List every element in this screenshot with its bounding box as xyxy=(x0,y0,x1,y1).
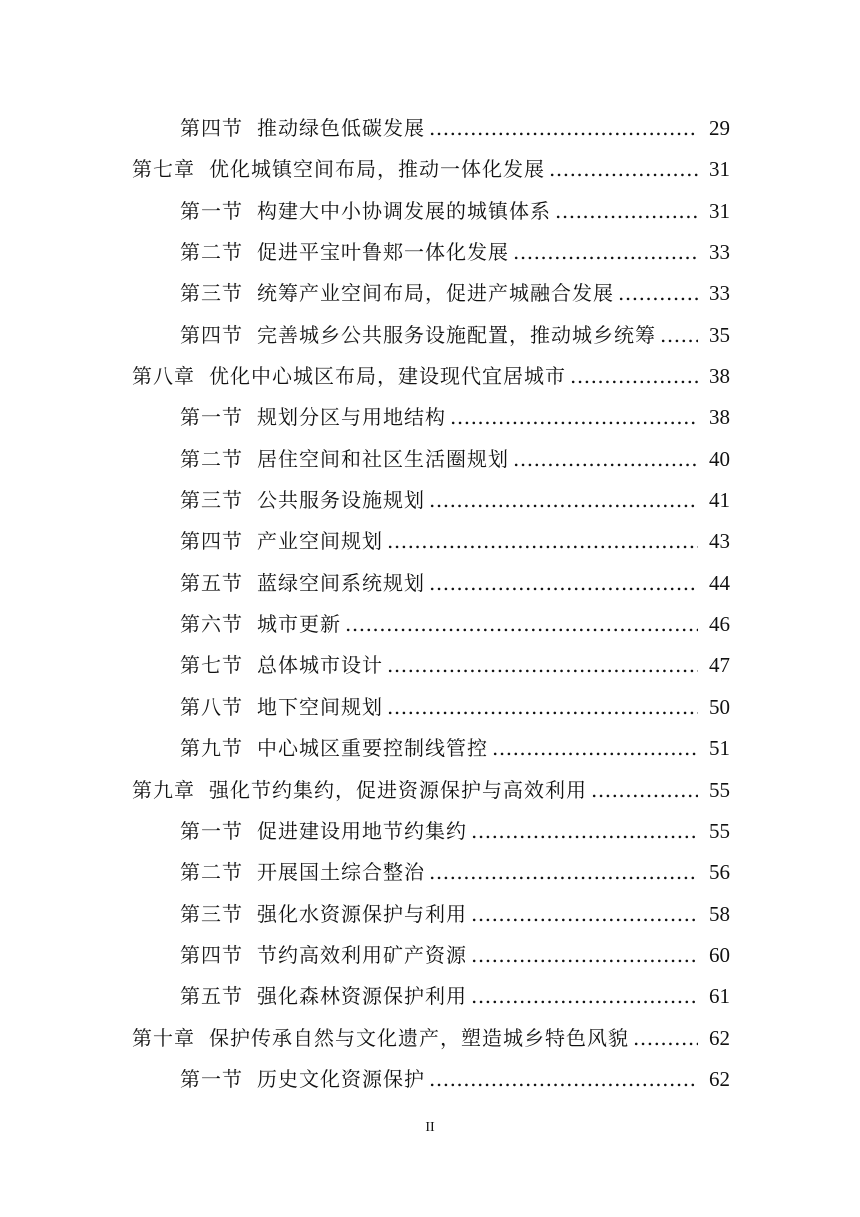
toc-entry-page-number: 58 xyxy=(709,901,730,926)
page-number: II xyxy=(425,1120,435,1135)
toc-entry-title: 中心城区重要控制线管控 xyxy=(257,736,488,761)
dot-leader xyxy=(345,604,698,645)
toc-entry-title: 强化节约集约，促进资源保护与高效利用 xyxy=(209,777,587,802)
toc-chapter-entry[interactable] xyxy=(0,356,860,397)
toc-entry-page-number: 31 xyxy=(709,157,730,182)
toc-entry-label: 第二节 xyxy=(180,240,243,265)
dot-leader xyxy=(570,356,698,397)
toc-entry-page-number: 55 xyxy=(709,818,730,843)
dot-leader xyxy=(618,273,698,314)
toc-section-entry[interactable] xyxy=(0,315,860,356)
dot-leader xyxy=(513,232,698,273)
toc-entry-title: 公共服务设施规划 xyxy=(257,488,425,513)
toc-entry-label: 第三节 xyxy=(180,488,243,513)
dot-leader xyxy=(429,563,698,604)
toc-entry-label: 第一节 xyxy=(180,405,243,430)
toc-section-entry[interactable] xyxy=(0,604,860,645)
toc-entry-label: 第三节 xyxy=(180,281,243,306)
toc-entry-title: 促进平宝叶鲁郏一体化发展 xyxy=(257,240,509,265)
toc-entry-label: 第八节 xyxy=(180,694,243,719)
toc-entry-title: 地下空间规划 xyxy=(257,694,383,719)
toc-entry-title: 强化水资源保护与利用 xyxy=(257,901,467,926)
toc-chapter-entry[interactable] xyxy=(0,1018,860,1059)
toc-entry-label: 第七章 xyxy=(132,157,195,182)
dot-leader xyxy=(387,687,698,728)
toc-entry-page-number: 43 xyxy=(709,529,730,554)
toc-entry-page-number: 31 xyxy=(709,198,730,223)
toc-entry-title: 完善城乡公共服务设施配置，推动城乡统筹 xyxy=(257,322,656,347)
toc-entry-title: 推动绿色低碳发展 xyxy=(257,116,425,140)
dot-leader xyxy=(492,728,698,769)
toc-entry-page-number: 61 xyxy=(709,984,730,1009)
toc-section-entry[interactable] xyxy=(0,935,860,976)
toc-entry-title: 开展国土综合整治 xyxy=(257,860,425,885)
toc-entry-title: 统筹产业空间布局，促进产城融合发展 xyxy=(257,281,614,306)
toc-entry-title: 保护传承自然与文化遗产，塑造城乡特色风貌 xyxy=(209,1025,629,1050)
toc-chapter-entry[interactable] xyxy=(0,149,860,190)
toc-entry-label: 第一节 xyxy=(180,818,243,843)
toc-entry-page-number: 56 xyxy=(709,860,730,885)
toc-section-entry[interactable] xyxy=(0,728,860,769)
toc-entry-page-number: 35 xyxy=(709,322,730,347)
toc-entry-page-number: 60 xyxy=(709,942,730,967)
dot-leader xyxy=(429,1059,698,1100)
toc-section-entry[interactable] xyxy=(0,563,860,604)
toc-entry-label: 第九节 xyxy=(180,736,243,761)
toc-entry-label: 第五节 xyxy=(180,984,243,1009)
toc-entry-title: 蓝绿空间系统规划 xyxy=(257,570,425,595)
toc-entry-page-number: 51 xyxy=(709,736,730,761)
toc-entry-page-number: 38 xyxy=(709,364,730,389)
toc-entry-page-number: 50 xyxy=(709,694,730,719)
toc-entry-title: 产业空间规划 xyxy=(257,529,383,554)
toc-entry-label: 第四节 xyxy=(180,322,243,347)
dot-leader xyxy=(429,480,698,521)
dot-leader xyxy=(450,397,698,438)
toc-entry-label: 第九章 xyxy=(132,777,195,802)
dot-leader xyxy=(591,770,698,811)
toc-entry-label: 第一节 xyxy=(180,1066,243,1091)
dot-leader xyxy=(660,315,698,356)
toc-section-entry[interactable] xyxy=(0,645,860,686)
toc-entry-label: 第二节 xyxy=(180,860,243,885)
toc-entry-label: 第六节 xyxy=(180,612,243,637)
toc-entry-label: 第四节 xyxy=(180,942,243,967)
toc-entry-page-number: 62 xyxy=(709,1066,730,1091)
toc-entry-page-number: 44 xyxy=(709,570,730,595)
toc-section-entry[interactable] xyxy=(0,108,860,149)
toc-section-entry[interactable] xyxy=(0,852,860,893)
toc-section-entry[interactable] xyxy=(0,811,860,852)
toc-entry-title: 城市更新 xyxy=(257,612,341,637)
toc-section-entry[interactable] xyxy=(0,976,860,1017)
dot-leader xyxy=(555,191,698,232)
toc-section-entry[interactable] xyxy=(0,273,860,314)
toc-entry-label: 第五节 xyxy=(180,570,243,595)
toc-entry-title: 居住空间和社区生活圈规划 xyxy=(257,446,509,471)
toc-entry-label: 第四节 xyxy=(180,529,243,554)
dot-leader xyxy=(513,439,698,480)
toc-entry-title: 优化中心城区布局，建设现代宜居城市 xyxy=(209,364,566,389)
toc-entry-page-number: 46 xyxy=(709,612,730,637)
dot-leader xyxy=(549,149,698,190)
table-of-contents xyxy=(0,108,860,1100)
toc-entry-title: 节约高效利用矿产资源 xyxy=(257,942,467,967)
toc-chapter-entry[interactable] xyxy=(0,770,860,811)
toc-entry-page-number: 41 xyxy=(709,488,730,513)
dot-leader xyxy=(471,811,698,852)
toc-entry-label: 第三节 xyxy=(180,901,243,926)
toc-entry-label: 第四节 xyxy=(180,116,243,140)
dot-leader xyxy=(471,894,698,935)
toc-section-entry[interactable] xyxy=(0,191,860,232)
toc-entry-page-number: 38 xyxy=(709,405,730,430)
toc-entry-title: 规划分区与用地结构 xyxy=(257,405,446,430)
toc-entry-page-number: 62 xyxy=(709,1025,730,1050)
toc-section-entry[interactable] xyxy=(0,894,860,935)
toc-section-entry[interactable] xyxy=(0,439,860,480)
toc-entry-page-number: 40 xyxy=(709,446,730,471)
toc-entry-page-number: 33 xyxy=(709,240,730,265)
toc-entry-title: 优化城镇空间布局，推动一体化发展 xyxy=(209,157,545,182)
toc-section-entry[interactable] xyxy=(0,232,860,273)
toc-section-entry[interactable] xyxy=(0,1059,860,1100)
toc-entry-title: 总体城市设计 xyxy=(257,653,383,678)
dot-leader xyxy=(387,645,698,686)
dot-leader xyxy=(429,852,698,893)
toc-entry-title: 历史文化资源保护 xyxy=(257,1066,425,1091)
dot-leader xyxy=(387,521,698,562)
toc-entry-page-number: 29 xyxy=(709,116,730,140)
dot-leader xyxy=(633,1018,698,1059)
toc-entry-title: 构建大中小协调发展的城镇体系 xyxy=(257,198,551,223)
dot-leader xyxy=(429,108,698,149)
toc-section-entry[interactable] xyxy=(0,397,860,438)
toc-entry-page-number: 47 xyxy=(709,653,730,678)
dot-leader xyxy=(471,976,698,1017)
toc-entry-title: 促进建设用地节约集约 xyxy=(257,818,467,843)
toc-entry-title: 强化森林资源保护利用 xyxy=(257,984,467,1009)
toc-entry-label: 第一节 xyxy=(180,198,243,223)
toc-entry-page-number: 33 xyxy=(709,281,730,306)
toc-entry-label: 第十章 xyxy=(132,1025,195,1050)
toc-entry-page-number: 55 xyxy=(709,777,730,802)
dot-leader xyxy=(471,935,698,976)
toc-section-entry[interactable] xyxy=(0,480,860,521)
toc-entry-label: 第八章 xyxy=(132,364,195,389)
toc-entry-label: 第二节 xyxy=(180,446,243,471)
toc-section-entry[interactable] xyxy=(0,521,860,562)
toc-entry-label: 第七节 xyxy=(180,653,243,678)
toc-section-entry[interactable] xyxy=(0,687,860,728)
